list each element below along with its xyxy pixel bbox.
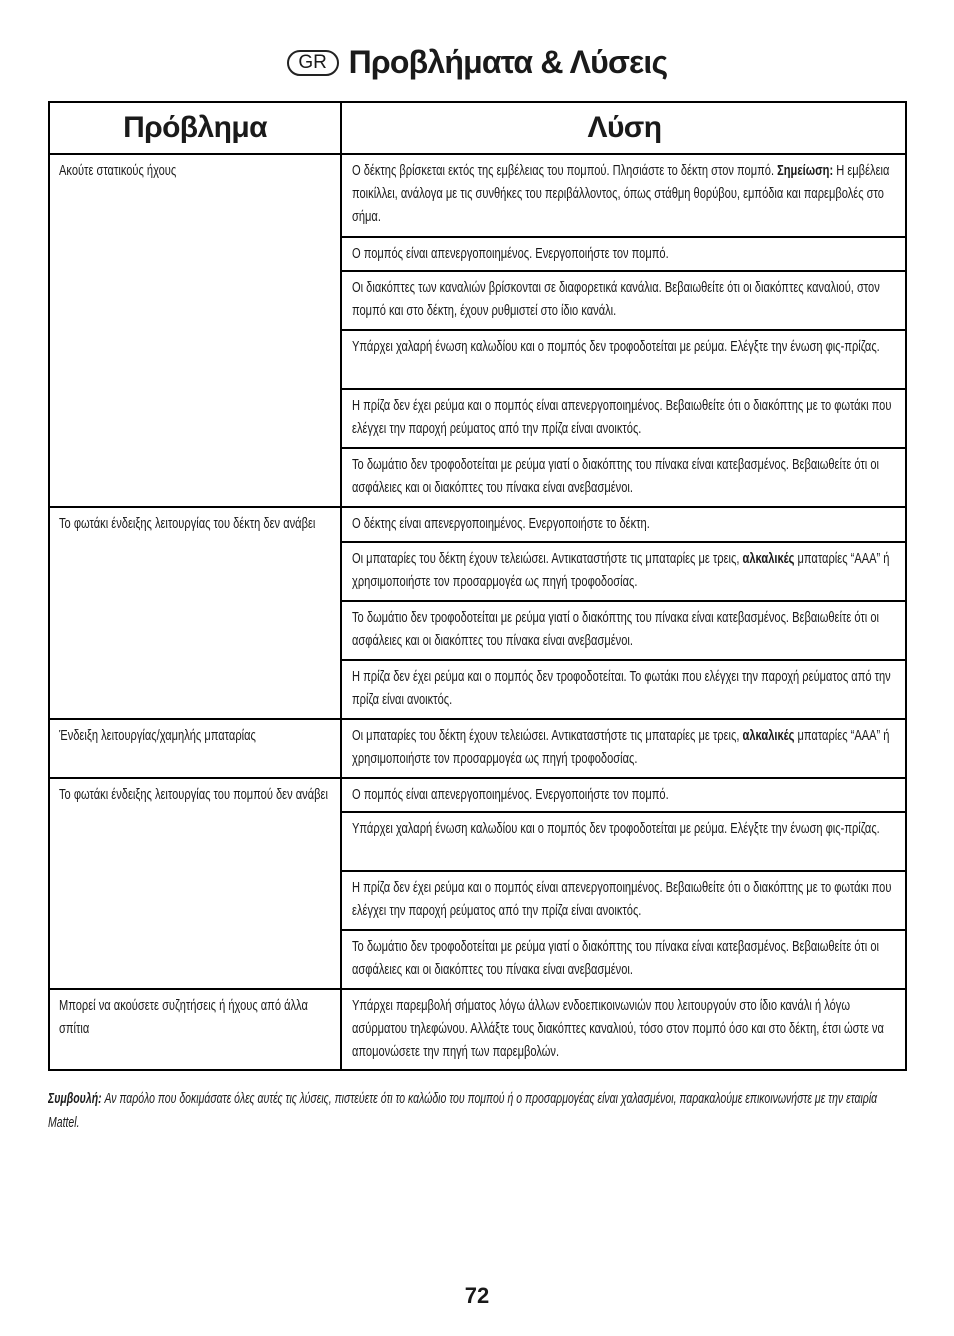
- solution-text: Ο πομπός είναι απενεργοποιημένος. Ενεργοποιήστε τον πομπό.: [352, 245, 669, 262]
- row-divider: [340, 236, 905, 238]
- row-divider: [340, 447, 905, 449]
- solution-text: Οι μπαταρίες του δέκτη έχουν τελειώσει. Αντικαταστήστε τις μπαταρίες με τρεις,: [352, 727, 740, 744]
- group-divider: [50, 777, 905, 779]
- problem-cell: [59, 512, 341, 716]
- solution-text: Υπάρχει παρεμβολή σήματος λόγω άλλων ενδοεπικοινωνιών που λειτουργούν στο ίδιο κανάλι ή λόγω ασύρματου τηλεφώνου. Αλλάξτε τους διακόπτες καναλιού, τόσο στον πομπό όσο και στο δέκτη, έτσι ώστε να απομονώσετε την πηγή των παρεμβολών.: [352, 997, 884, 1060]
- solution-text: Το δωμάτιο δεν τροφοδοτείται με ρεύμα γιατί ο διακόπτης του πίνακα είναι κατεβασμένος. Βεβαιωθείτε ότι οι ασφάλειες και οι διακόπτες του πίνακα είναι ανεβασμένοι.: [352, 938, 879, 978]
- solution-text: Ο δέκτης βρίσκεται εκτός της εμβέλειας του πομπού. Πλησιάστε το δέκτη στον πομπό.: [352, 162, 775, 179]
- column-header-solution: Λύση: [587, 111, 662, 144]
- note-label: Σημείωση:: [777, 162, 834, 179]
- solution-text: Υπάρχει χαλαρή ένωση καλωδίου και ο πομπός δεν τροφοδοτείται με ρεύμα. Ελέγξτε την ένωση φις-πρίζας.: [352, 338, 880, 355]
- problem-cell: [59, 994, 341, 1069]
- page-number: 72: [464, 1283, 490, 1308]
- emphasis-text: αλκαλικές: [742, 727, 795, 744]
- solution-text: Το δωμάτιο δεν τροφοδοτείται με ρεύμα γιατί ο διακόπτης του πίνακα είναι κατεβασμένος. Βεβαιωθείτε ότι οι ασφάλειες και οι διακόπτες του πίνακα είναι ανεβασμένοι.: [352, 456, 879, 496]
- solution-text: Ο πομπός είναι απενεργοποιημένος. Ενεργοποιήστε τον πομπό.: [352, 786, 669, 803]
- solution-cell: [352, 724, 905, 775]
- problem-cell: [59, 783, 341, 986]
- solution-cell: [352, 242, 905, 268]
- solution-text-continued: μπαταρίες “AAA” ή χρησιμοποιήστε τον προσαρμογέα ως πηγή τροφοδοσίας.: [352, 727, 890, 767]
- tip-note: [48, 1087, 907, 1135]
- solution-cell: [352, 994, 905, 1069]
- solution-cell: [352, 159, 905, 234]
- problem-text: Το φωτάκι ένδειξης λειτουργίας του πομπού δεν ανάβει: [59, 786, 328, 803]
- problem-text: Το φωτάκι ένδειξης λειτουργίας του δέκτη δεν ανάβει: [59, 515, 316, 532]
- note-text: Η εμβέλεια ποικίλλει, ανάλογα με τις συνθήκες του περιβάλλοντος, όπως στάθμη θορύβου, εμπόδια και παρεμβολές στο σήμα.: [352, 162, 890, 225]
- page-header: [0, 44, 954, 81]
- row-divider: [340, 659, 905, 661]
- row-divider: [340, 329, 905, 331]
- solution-cell: [352, 512, 905, 539]
- solution-text: Υπάρχει χαλαρή ένωση καλωδίου και ο πομπός δεν τροφοδοτείται με ρεύμα. Ελέγξτε την ένωση φις-πρίζας.: [352, 820, 880, 837]
- row-divider: [340, 541, 905, 543]
- group-divider: [50, 718, 905, 720]
- header-divider: [50, 153, 905, 155]
- group-divider: [50, 506, 905, 508]
- solution-text: Οι διακόπτες των καναλιών βρίσκονται σε διαφορετικά κανάλια. Βεβαιωθείτε ότι οι διακόπτες καναλιού, στον πομπό και στο δέκτη, έχουν ρυθμιστεί στο ίδιο κανάλι.: [352, 279, 880, 319]
- solution-cell: [352, 335, 905, 386]
- problem-cell: [59, 724, 341, 775]
- solution-cell: [352, 876, 905, 927]
- solution-cell: [352, 783, 905, 809]
- solution-cell: [352, 394, 905, 445]
- tip-label: Συμβουλή:: [48, 1090, 102, 1107]
- row-divider: [340, 388, 905, 390]
- solution-text: Ο δέκτης είναι απενεργοποιημένος. Ενεργοποιήστε το δέκτη.: [352, 515, 650, 532]
- solution-cell: [352, 606, 905, 657]
- row-divider: [340, 811, 905, 813]
- row-divider: [340, 929, 905, 931]
- column-header-problem: Πρόβλημα: [123, 111, 267, 144]
- solution-cell: [352, 547, 905, 598]
- solution-cell: [352, 453, 905, 504]
- problem-text: Ένδειξη λειτουργίας/χαμηλής μπαταρίας: [59, 727, 256, 744]
- troubleshooting-table: [48, 101, 907, 1071]
- tip-text: Αν παρόλο που δοκιμάσατε όλες αυτές τις λύσεις, πιστεύετε ότι το καλώδιο του πομπού ή ο προσαρμογέας είναι χαλασμένοι, παρακαλούμε επικοινωνήστε με την εταιρία Mattel.: [48, 1090, 878, 1131]
- solution-cell: [352, 817, 905, 868]
- solution-text-continued: μπαταρίες “AAA” ή χρησιμοποιήστε τον προσαρμογέα ως πηγή τροφοδοσίας.: [352, 550, 890, 590]
- problem-cell: [59, 159, 341, 504]
- emphasis-text: αλκαλικές: [742, 550, 795, 567]
- problem-text: Μπορεί να ακούσετε συζητήσεις ή ήχους από άλλα σπίτια: [59, 997, 308, 1037]
- row-divider: [340, 870, 905, 872]
- solution-cell: [352, 665, 905, 716]
- row-divider: [340, 600, 905, 602]
- solution-text: Το δωμάτιο δεν τροφοδοτείται με ρεύμα γιατί ο διακόπτης του πίνακα είναι κατεβασμένος. Βεβαιωθείτε ότι οι ασφάλειες και οι διακόπτες του πίνακα είναι ανεβασμένοι.: [352, 609, 879, 649]
- solution-cell: [352, 935, 905, 986]
- solution-text: Η πρίζα δεν έχει ρεύμα και ο πομπός δεν τροφοδοτείται. Το φωτάκι που ελέγχει την παροχή ρεύματος από την πρίζα είναι ανοικτός.: [352, 668, 891, 708]
- page-title: Προβλήματα & Λύσεις: [348, 44, 668, 80]
- solution-cell: [352, 276, 905, 327]
- solution-text: Οι μπαταρίες του δέκτη έχουν τελειώσει. Αντικαταστήστε τις μπαταρίες με τρεις,: [352, 550, 740, 567]
- group-divider: [50, 988, 905, 990]
- solution-text: Η πρίζα δεν έχει ρεύμα και ο πομπός είναι απενεργοποιημένος. Βεβαιωθείτε ότι ο διακόπτης με το φωτάκι που ελέγχει την παροχή ρεύματος από την πρίζα είναι ανοικτός.: [352, 879, 892, 919]
- problem-text: Ακούτε στατικούς ήχους: [59, 162, 177, 179]
- solution-text: Η πρίζα δεν έχει ρεύμα και ο πομπός είναι απενεργοποιημένος. Βεβαιωθείτε ότι ο διακόπτης με το φωτάκι που ελέγχει την παροχή ρεύματος από την πρίζα είναι ανοικτός.: [352, 397, 892, 437]
- row-divider: [340, 270, 905, 272]
- language-badge: GR: [287, 50, 339, 76]
